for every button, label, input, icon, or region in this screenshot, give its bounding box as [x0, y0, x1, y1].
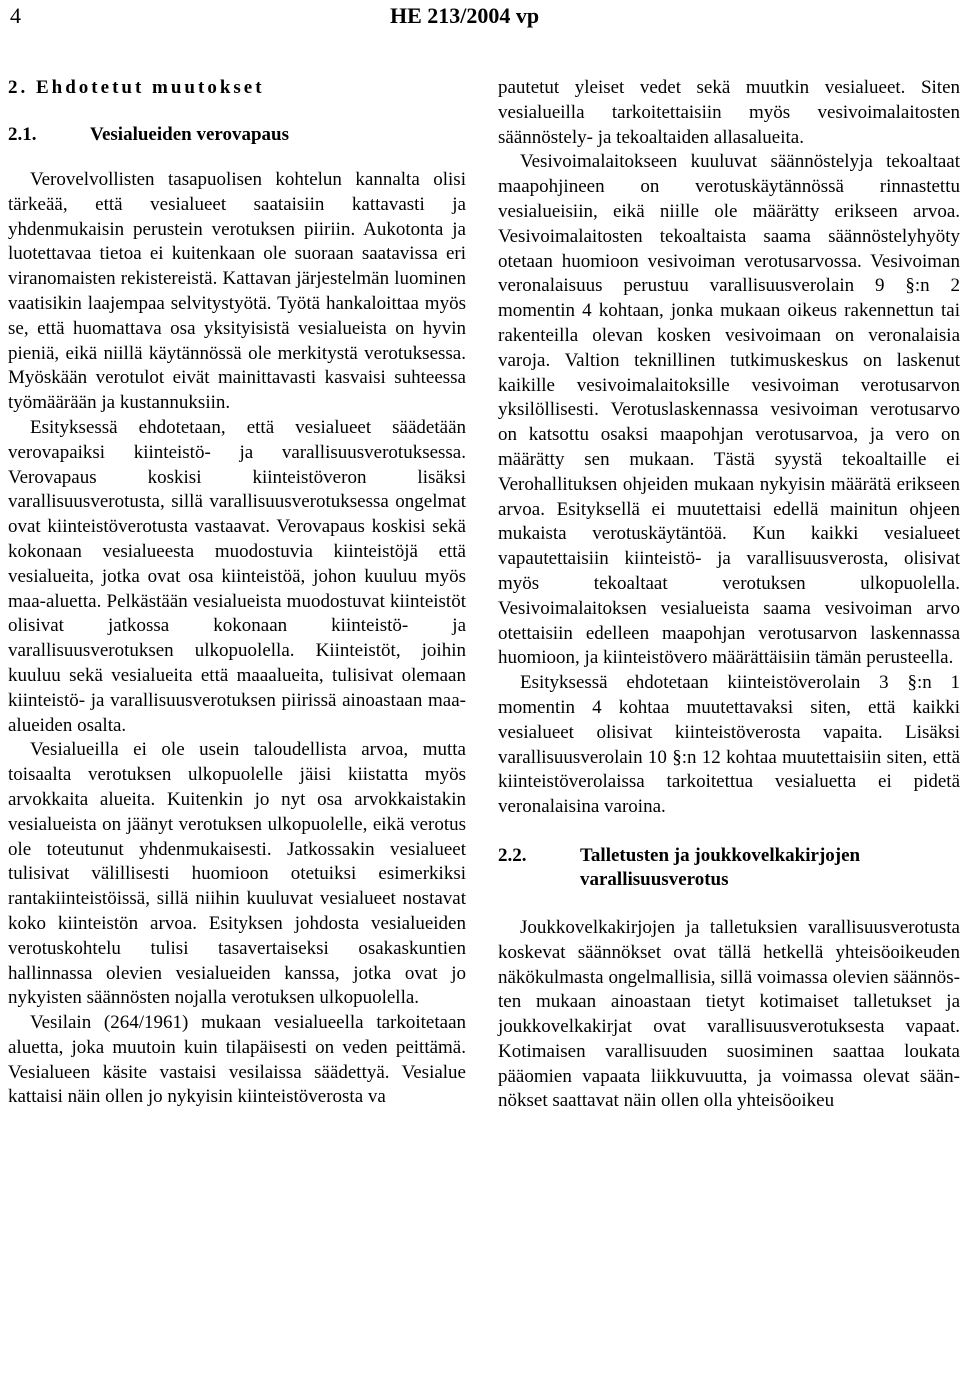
- document-id: HE 213/2004 vp: [390, 3, 540, 28]
- paragraph: Joukkovelkakirjojen ja talletuksien varallisuusverotusta koskevat säännökset ovat tällä hetkellä yhteisöoikeuden näkökulmasta ongelmallisia, sillä voimassa olevien säännösten mukaan ainoastaan tietyt kotimaiset talletukset ja joukkovelkakirjat ovat varallisuusverotuksesta vapaat. Kotimaisen varallisuuden suosiminen saattaa loukata pääomien vapaata liikkuvuutta, ja voimassa olevat säännökset saattavat näin ollen olla yhteisöoikeu: [498, 916, 960, 1112]
- paragraph: Verovelvollisten tasapuolisen kohtelun kannalta olisi tärkeää, että vesialueet saataisiin kattavasti ja yhdenmukaisin perustein verotuksen piiriin. Aukotonta ja luotettavaa tietoa ei kuitenkaan ole suoraan saatavissa eri viranomaisten rekistereistä. Kattavan järjestelmän luominen vaatisikin laajempaa selvitystyötä. Työtä hankaloittaa myös se, että huomattava osa yksityisistä vesialueista on hyvin pieniä, eikä niillä käytännössä ole merkitystä verotuksessa. Myöskään verotulot eivät mainittavasti kasvaisi suhteessa työmäärään ja kustannuksiin.: [8, 169, 466, 414]
- right-column: [498, 76, 960, 1114]
- section-title: Vesialueiden verovapaus: [90, 124, 290, 145]
- paragraph-continued: pautetut yleiset vedet sekä muutkin vesialueet. Siten vesialueilla tarkoitettaisiin myös vesivoimalaitosten säännöstely- ja tekoaltaiden allasalueita.: [498, 77, 960, 148]
- paragraph: Vesialueilla ei ole usein taloudellista arvoa, mutta toisaalta verotuksen ulkopuolelle jäisi kiistatta myös arvokkaita alueita. Kuitenkin jo nyt osa arvokkaistakin vesialueista on jäänyt verotuksen ulkopuolelle, eikä verotus ole toteutunut yhdenmukaisesti. Jatkossakin vesialueet tulisivat välillisesti huomioon otetuiksi esimerkiksi rantakiinteistöissä, sillä niihin kuuluvat vesialueet nostavat koko kiinteistön arvoa. Esityksen johdosta vesialueiden verotuskohtelu tulisi tasavertaiseksi osakaskuntien hallinnassa olevien vesialueiden kanssa, jotka ovat jo nykyisten säännösten nojalla verotuksen ulkopuolella.: [8, 739, 466, 1009]
- section-number: 2.1.: [8, 124, 37, 145]
- page-number: 4: [10, 3, 21, 28]
- main-heading: 2. Ehdotetut muutokset: [8, 77, 265, 98]
- section-heading-2-1: [8, 123, 466, 147]
- left-column: [8, 76, 466, 1110]
- paragraph: Vesilain (264/1961) mukaan vesialueella tarkoitetaan aluetta, joka muutoin kuin tilapäisesti on veden peittämä. Vesialueen käsite vastaisi vesilaissa säädettyä. Vesialue kattaisi näin ollen jo nykyisin kiinteistöverosta va: [8, 1012, 466, 1108]
- paragraph: Esityksessä ehdotetaan, että vesialueet säädetään verovapaiksi kiinteistö- ja varallisuusverotuksessa. Verovapaus koskisi kiinteistöveron lisäksi varallisuusverotusta, sillä varallisuusverotuksessa ongelmat ovat kiinteistöverotusta vastaavat. Verovapaus koskisi sekä kokonaan vesialueesta muodostuvia kiinteistöjä että vesialueita, jotka ovat osa kiinteistöä, johon kuuluu myös maa-aluetta. Pelkästään vesialueista muodostuvat kiinteistöt olisivat jatkossa kokonaan kiinteistö- ja varallisuusverotuksen ulkopuolella. Kiinteistöt, joihin kuuluu sekä vesialueita että maaalueita, tulisivat olemaan kiinteistö- ja varallisuusverotuksen piirissä ainoastaan maaalueiden osalta.: [8, 416, 466, 736]
- section-heading-2-2: [498, 844, 960, 892]
- page-header: [0, 2, 960, 36]
- section-number: 2.2.: [498, 844, 527, 866]
- paragraph: Esityksessä ehdotetaan kiinteistöverolain 3 §:n 1 momentin 4 kohtaa muutettavaksi siten, että kaikki vesialueet olisivat kiinteistöverosta vapaita. Lisäksi varallisuusverolain 10 §:n 12 kohtaa muutettaisiin siten, että kiinteistöverolaissa tarkoitettua vesialuetta ei pidetä veronalaisina varoina.: [498, 672, 960, 818]
- section-title: Talletusten ja joukkovelkakirjojen varallisuusverotus: [580, 844, 861, 890]
- paragraph: Vesivoimalaitokseen kuuluvat säännöstelyja tekoaltaat maapohjineen on verotuskäytännössä rinnastettu vesialueisiin, eikä niille ole määrätty erikseen arvoa. Vesivoimalaitosten tekoaltaista saama säännöstelyhyöty otetaan huomioon vesivoiman verotusarvossa. Vesivoiman veronalaisuus perustuu varallisuusverolain 9 §:n 2 momentin 4 kohtaan, jonka mukaan oikeus rakennettun tai rakenteilla olevan kosken vesivoimaan on veronalaisia varoja. Valtion teknillinen tutkimuskeskus on laskenut kaikille vesivoimalaitoksille vesivoiman verotusarvon yksilöllisesti. Verotuslaskennassa vesivoiman verotusarvo on katsottu osaksi maapohjan verotusarvoa, ja vero on määrätty sen mukaan. Tästä syystä tekoaltaille ei Verohallituksen ohjeiden mukaan nykyisin määrätä erikseen arvoa. Esityksellä ei muutettaisi edellä mainitun ohjeen mukaista verotuskäytäntöä. Kun kaikki vesialueet vapautettaisiin kiinteistö- ja varallisuusverosta, olisivat myös tekoaltaat verotuksen ulkopuolella. Vesivoimalaitoksen vesialueista saama vesivoiman arvo otettaisiin edelleen maapohjan verotusarvon laskennassa huomioon, ja kiinteistövero määrättäisiin tämän perusteella.: [498, 151, 960, 669]
